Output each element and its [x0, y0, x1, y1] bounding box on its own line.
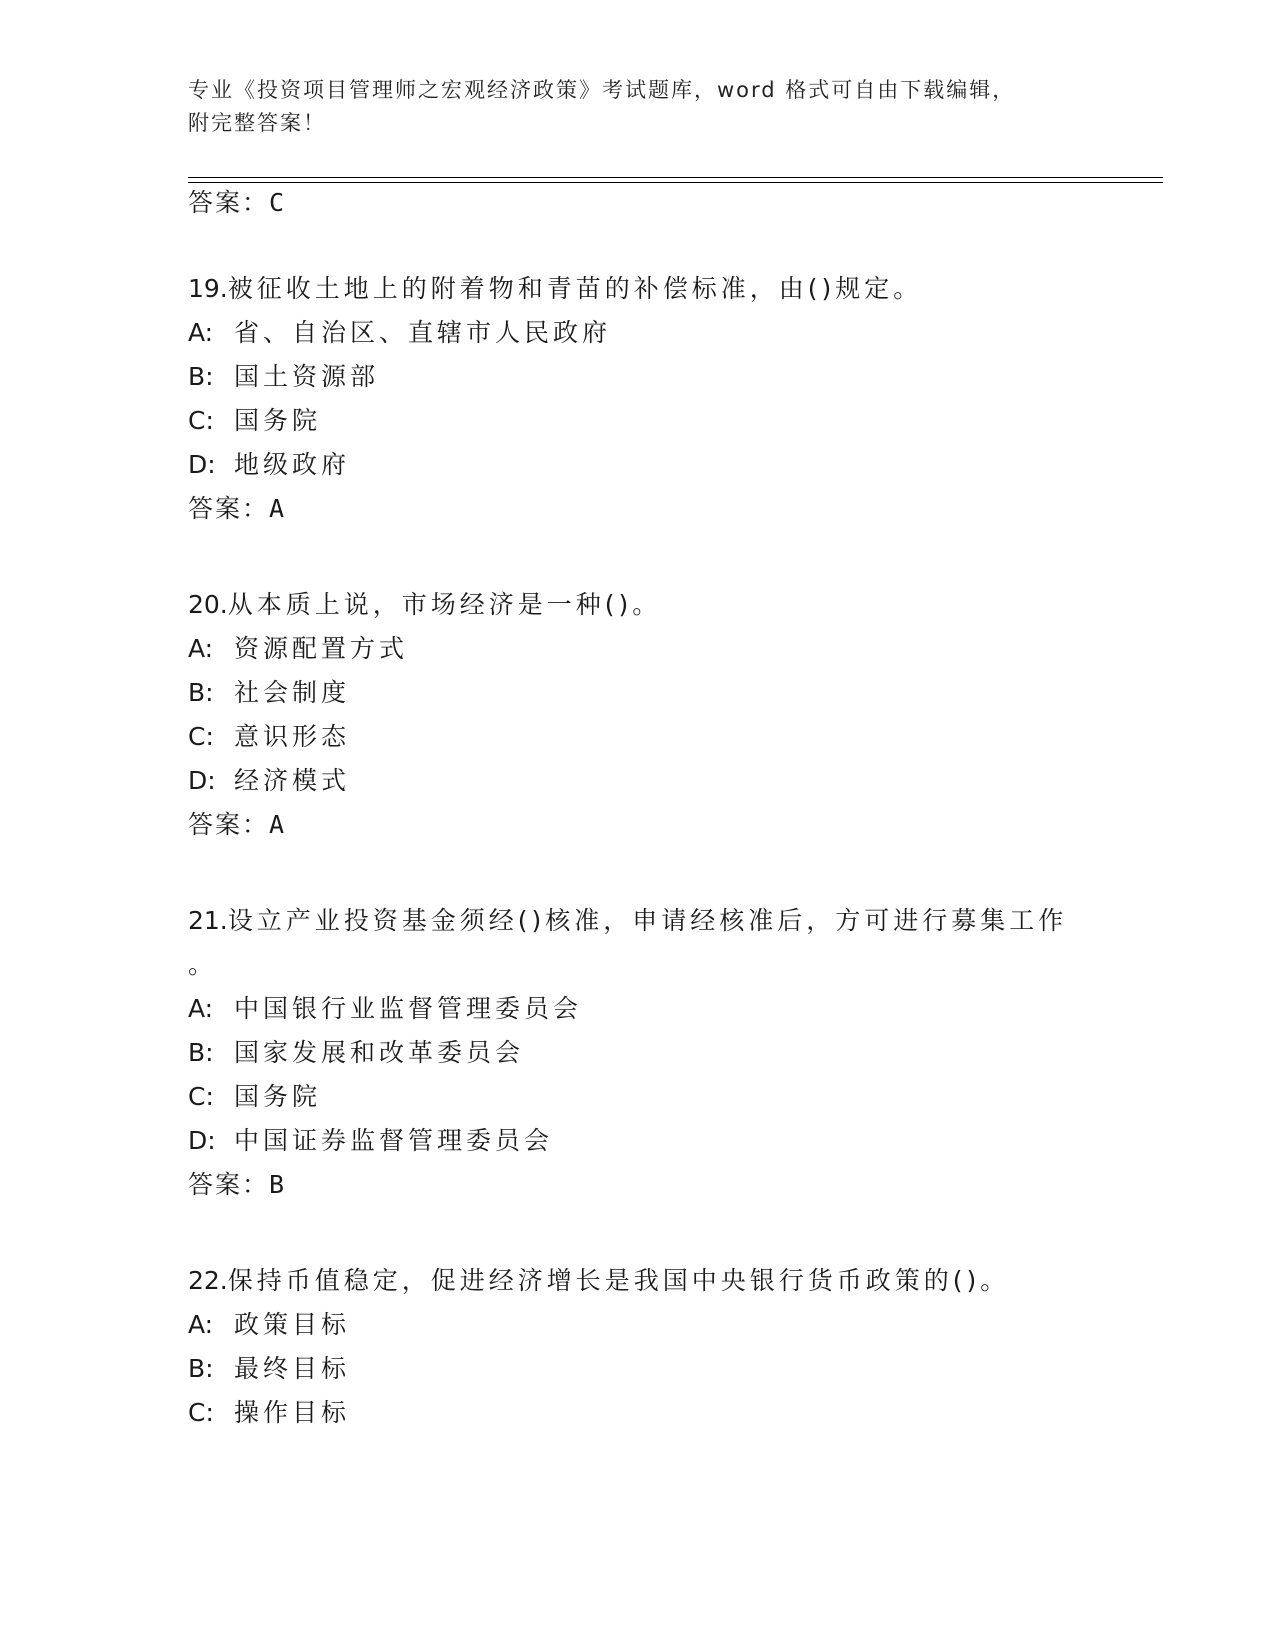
option-d — [188, 448, 350, 482]
option-label: A: — [188, 1310, 214, 1339]
option-label: C: — [188, 406, 214, 435]
option-text: 意识形态 — [234, 722, 351, 751]
answer-line — [188, 186, 286, 220]
option-text: 操作目标 — [234, 1398, 351, 1427]
option-text: 国务院 — [234, 1082, 322, 1111]
option-a — [188, 992, 582, 1026]
header-divider-thick — [188, 177, 1163, 178]
answer-label: 答案： — [188, 810, 270, 839]
header-line-2: 附完整答案！ — [188, 111, 326, 135]
option-text: 国家发展和改革委员会 — [234, 1038, 525, 1067]
option-label: C: — [188, 722, 214, 751]
option-text: 省、自治区、直辖市人民政府 — [234, 318, 612, 347]
option-b — [188, 676, 350, 710]
option-label: C: — [188, 1398, 214, 1427]
question-number: 20. — [188, 590, 228, 619]
option-d — [188, 1124, 553, 1158]
option-b — [188, 1036, 524, 1070]
header-divider-thin — [188, 182, 1163, 183]
option-label: B: — [188, 362, 214, 391]
answer-label: 答案： — [188, 494, 270, 523]
option-a — [188, 316, 611, 350]
option-d — [188, 764, 350, 798]
option-label: B: — [188, 678, 214, 707]
question-text: 保持币值稳定，促进经济增长是我国中央银行货币政策的()。 — [227, 1266, 1010, 1295]
option-text: 中国证券监督管理委员会 — [234, 1126, 554, 1155]
option-text: 中国银行业监督管理委员会 — [234, 994, 583, 1023]
question-number: 19. — [188, 274, 228, 303]
option-text: 经济模式 — [234, 766, 351, 795]
answer-line — [188, 492, 286, 526]
option-b — [188, 1352, 350, 1386]
option-text: 地级政府 — [234, 450, 351, 479]
option-label: D: — [188, 766, 216, 795]
option-text: 最终目标 — [234, 1354, 351, 1383]
option-a — [188, 632, 408, 666]
option-label: B: — [188, 1038, 214, 1067]
question-text: 被征收土地上的附着物和青苗的补偿标准，由()规定。 — [227, 274, 923, 303]
answer-line — [188, 1168, 286, 1202]
answer-value: A — [269, 494, 287, 523]
question-stem-continuation: 。 — [188, 950, 218, 979]
answer-value: A — [269, 810, 287, 839]
option-a — [188, 1308, 350, 1342]
option-text: 资源配置方式 — [234, 634, 409, 663]
option-c — [188, 1396, 350, 1430]
option-label: D: — [188, 450, 216, 479]
question-stem — [188, 904, 1067, 938]
option-c — [188, 1080, 321, 1114]
question-number: 21. — [188, 906, 228, 935]
option-label: A: — [188, 634, 214, 663]
option-label: C: — [188, 1082, 214, 1111]
option-label: B: — [188, 1354, 214, 1383]
question-number: 22. — [188, 1266, 228, 1295]
answer-label: 答案： — [188, 1170, 270, 1199]
option-text: 国务院 — [234, 406, 322, 435]
option-label: A: — [188, 994, 214, 1023]
question-text: 设立产业投资基金须经()核准，申请经核准后，方可进行募集工作 — [227, 906, 1068, 935]
option-c — [188, 720, 350, 754]
answer-value: C — [269, 188, 287, 217]
option-c — [188, 404, 321, 438]
option-text: 国土资源部 — [234, 362, 380, 391]
answer-value: B — [269, 1170, 287, 1199]
answer-line — [188, 808, 286, 842]
question-stem — [188, 1264, 1009, 1298]
option-text: 政策目标 — [234, 1310, 351, 1339]
question-stem — [188, 588, 661, 622]
header-line-1: 专业《投资项目管理师之宏观经济政策》考试题库，word 格式可自由下载编辑， — [188, 78, 1016, 102]
question-text: 从本质上说，市场经济是一种()。 — [227, 590, 662, 619]
option-label: D: — [188, 1126, 216, 1155]
option-b — [188, 360, 379, 394]
answer-label: 答案： — [188, 188, 270, 217]
option-text: 社会制度 — [234, 678, 351, 707]
question-stem — [188, 272, 922, 306]
document-header — [188, 74, 1088, 140]
option-label: A: — [188, 318, 214, 347]
